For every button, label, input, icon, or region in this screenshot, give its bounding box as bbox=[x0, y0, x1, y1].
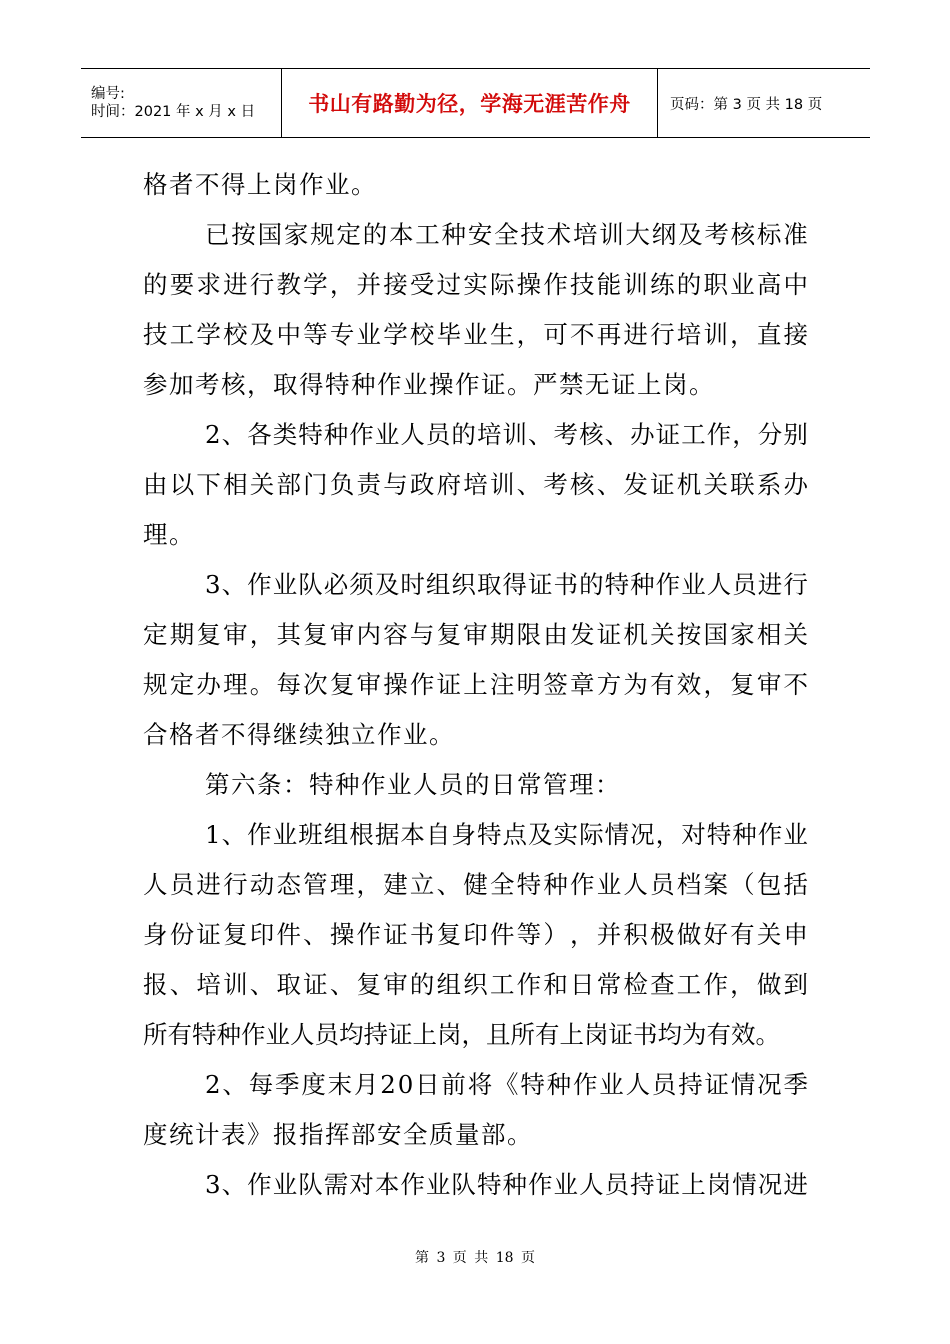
document-body bbox=[143, 160, 808, 1210]
text-line: 2 、 各 类 特 种 作 业 人 员 的 培 训 、 考 核 、 办 证 工 作 ， 分 别 bbox=[205, 420, 808, 449]
text-line: 所有特种作业人员均持证上岗，且所有上岗证书均为有效。 bbox=[143, 1020, 780, 1049]
text-line: 由 以 下 相 关 部 门 负 责 与 政 府 培 训 、 考 核 、 发 证 机 关 联 系 办 bbox=[143, 470, 808, 499]
text-line: 3 、 作 业 队 需 对 本 作 业 队 特 种 作 业 人 员 持 证 上 岗 情 况 进 bbox=[205, 1170, 808, 1199]
text-line: 人 员 进 行 动 态 管 理 ， 建 立 、 健 全 特 种 作 业 人 员 档 案 （ 包 括 bbox=[143, 870, 808, 899]
text-line: 规 定 办 理 。 每 次 复 审 操 作 证 上 注 明 签 章 方 为 有 效 ， 复 审 不 bbox=[143, 670, 808, 699]
page-header bbox=[81, 68, 870, 138]
text-line: 定 期 复 审 ， 其 复 审 内 容 与 复 审 期 限 由 发 证 机 关 按 国 家 相 关 bbox=[143, 620, 808, 649]
text-line: 技 工 学 校 及 中 等 专 业 学 校 毕 业 生 ， 可 不 再 进 行 培 训 ， 直 接 bbox=[143, 320, 808, 349]
document-number-label: 编号: bbox=[91, 86, 125, 102]
text-line: 2 、 每 季 度 末 月 2 0 日 前 将 《 特 种 作 业 人 员 持 证 情 况 季 bbox=[205, 1070, 808, 1099]
text-line: 的 要 求 进 行 教 学 ， 并 接 受 过 实 际 操 作 技 能 训 练 的 职 业 高 中 bbox=[143, 270, 808, 299]
text-line: 身 份 证 复 印 件 、 操 作 证 书 复 印 件 等 ） ， 并 积 极 做 好 有 关 申 bbox=[143, 920, 808, 949]
document-date: 时间：2021 年 x 月 x 日 bbox=[91, 104, 256, 120]
header-slogan: 书山有路勤为径，学海无涯苦作舟 bbox=[282, 69, 658, 137]
text-line: 合格者不得继续独立作业。 bbox=[143, 720, 455, 749]
text-line: 1 、 作 业 班 组 根 据 本 自 身 特 点 及 实 际 情 况 ， 对 特 种 作 业 bbox=[205, 820, 808, 849]
header-page-info: 页码：第 3 页 共 18 页 bbox=[670, 96, 823, 113]
text-line: 参加考核，取得特种作业操作证。严禁无证上岗。 bbox=[143, 370, 715, 399]
text-line: 报 、 培 训 、 取 证 、 复 审 的 组 织 工 作 和 日 常 检 查 工 作 ， 做 到 bbox=[143, 970, 808, 999]
text-line: 格者不得上岗作业。 bbox=[143, 170, 377, 199]
section-heading: 第六条：特种作业人员的日常管理： bbox=[205, 770, 621, 799]
text-line: 理。 bbox=[143, 520, 195, 549]
text-line: 度统计表》报指挥部安全质量部。 bbox=[143, 1120, 533, 1149]
page-footer: 第 3 页 共 18 页 bbox=[415, 1250, 535, 1266]
header-meta bbox=[81, 69, 282, 137]
text-line: 3 、 作 业 队 必 须 及 时 组 织 取 得 证 书 的 特 种 作 业 人 员 进 行 bbox=[205, 570, 808, 599]
text-line: 已 按 国 家 规 定 的 本 工 种 安 全 技 术 培 训 大 纲 及 考 核 标 准 bbox=[205, 220, 808, 249]
